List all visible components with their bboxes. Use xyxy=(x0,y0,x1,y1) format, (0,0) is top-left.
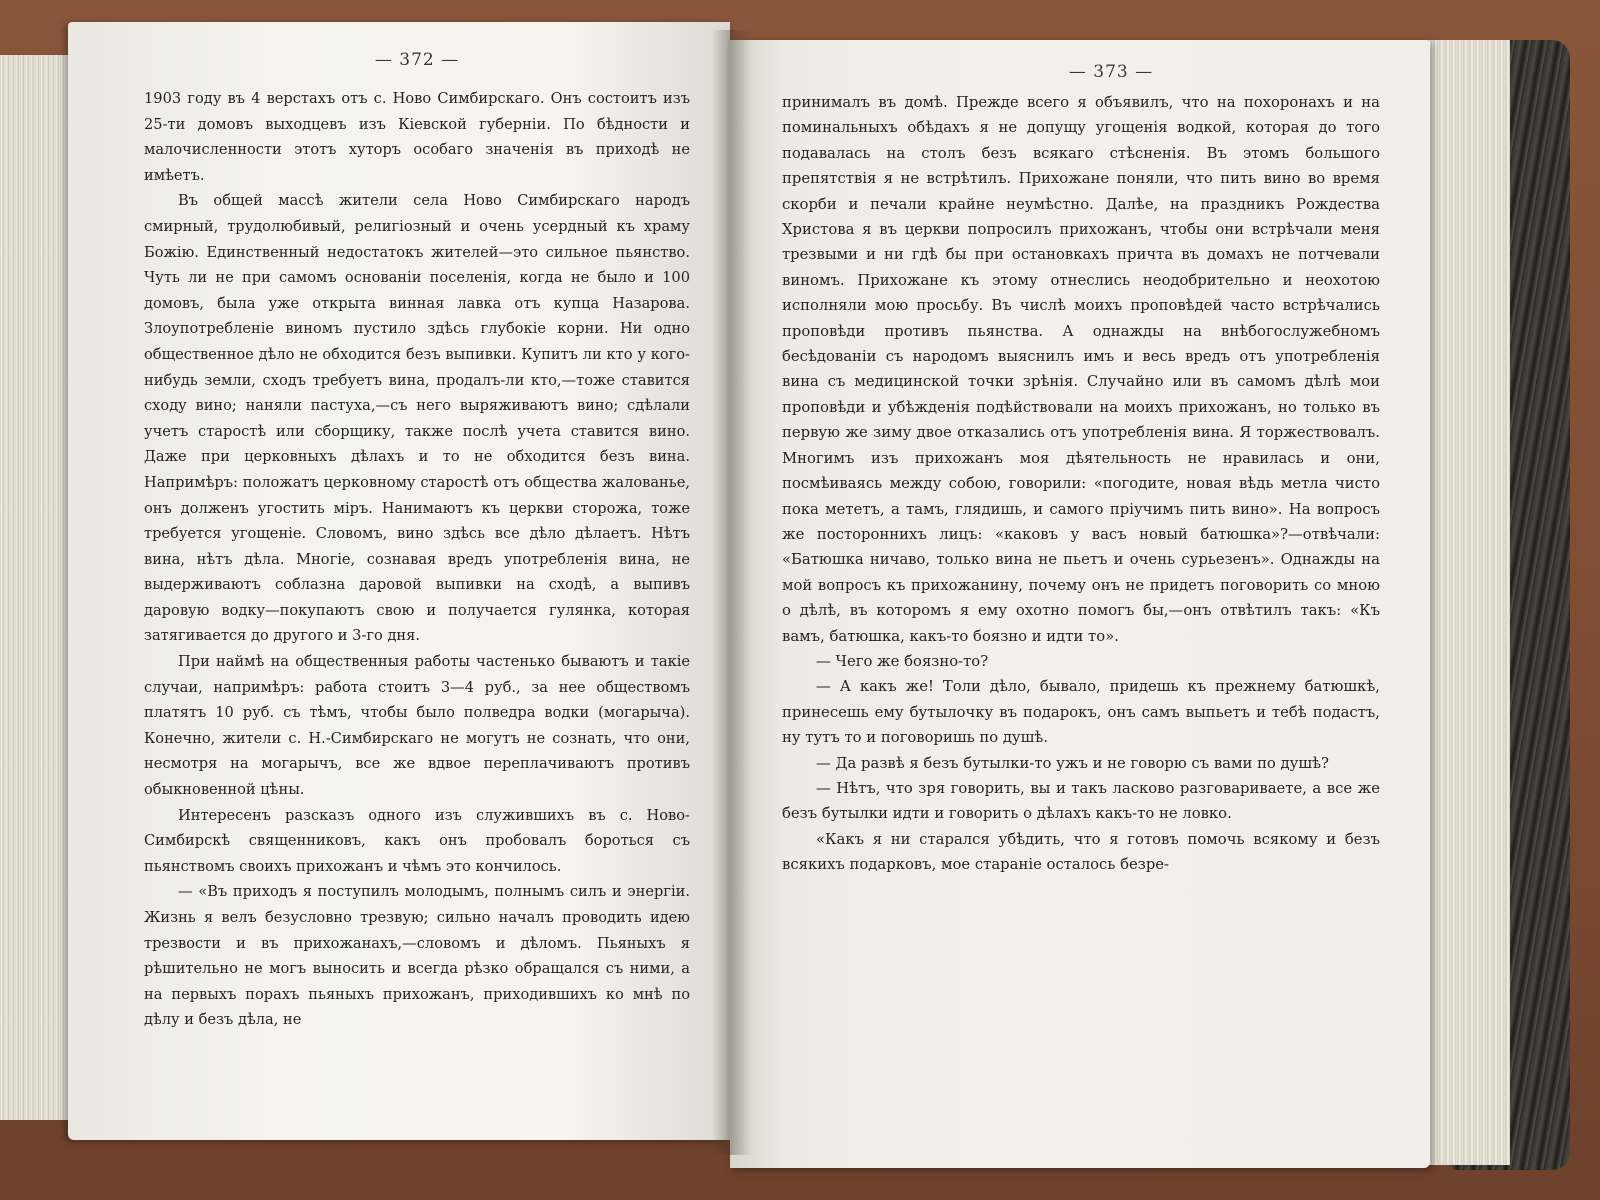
paragraph: — Нѣтъ, что зря говорить, вы и такъ ласково разговариваете, а все же безъ бутылки идти и говорить о дѣлахъ какъ-то не ловко. xyxy=(782,779,1380,823)
paragraph: принималъ въ домѣ. Прежде всего я объявилъ, что на похоронахъ и на поминальныхъ обѣдахъ я не допущу угощенія водкой, которая до того подавалась на столъ безъ всякаго стѣсненія. Въ этомъ большого препятствія я не встрѣтилъ. Прихожане поняли, что пить вино во время скорби и печали крайне неумѣстно. Далѣе, на праздникъ Рождества Христова я въ церкви попросилъ прихожанъ, чтобы они встрѣчали меня трезвыми и ни гдѣ бы при остановкахъ причта въ домахъ не потчевали виномъ. Прихожане къ этому отнеслись неодобрительно и неохотою исполняли мою просьбу. Въ числѣ моихъ проповѣдей часто встрѣчались проповѣди противъ пьянства. А однажды на внѣбогослужебномъ бесѣдованіи съ народомъ выяснилъ имъ и весь вредъ отъ употребленія вина съ медицинской точки зрѣнія. Случайно или въ самомъ дѣлѣ мои проповѣди и убѣжденія подѣйствовали на моихъ прихожанъ, но только въ первую же зиму двое отказались отъ употребленія вина. Я торжествовалъ. Многимъ изъ прихожанъ моя дѣятельность не нравилась и они, посмѣиваясь между собою, говорили: «погодите, новая вѣдь метла чисто пока мететъ, а тамъ, глядишь, и самого пріучимъ пить вино». На вопросъ же постороннихъ лицъ: «каковъ у васъ новый батюшка»?—отвѣчали: «Батюшка ничаво, только вина не пьетъ и очень сурьезенъ». Однажды на мой вопросъ къ прихожанину, почему онъ не придетъ поговорить со мною о дѣлѣ, въ которомъ я ему охотно помогъ бы,—онъ отвѣтилъ такъ: «Къ вамъ, батюшка, какъ-то боязно и идти то». xyxy=(782,94,1380,645)
right-page xyxy=(730,40,1430,1168)
paragraph: Въ общей массѣ жители села Ново Симбирскаго народъ смирный, трудолюбивый, религіозный и очень усердный къ храму Божію. Единственный недостатокъ жителей—это сильное пьянство. Чуть ли не при самомъ основаніи поселенія, когда не было и 100 домовъ, была уже открыта винная лавка отъ купца Назарова. Злоупотребленіе виномъ пустило здѣсь глубокіе корни. Ни одно общественное дѣло не обходится безъ выпивки. Купитъ ли кто у кого-нибудь земли, сходъ требуетъ вина, продалъ-ли кто,—тоже ставится сходу вино; наняли пастуха,—съ него выряживаютъ вино; сдѣлали учетъ старостѣ или сборщику, также послѣ учета ставится вино. Даже при церковныхъ дѣлахъ и то не обходится безъ вина. Напримѣръ: положатъ церковному старостѣ отъ общества жалованье, онъ долженъ угостить міръ. Нанимаютъ къ церкви сторожа, тоже требуется угощеніе. Словомъ, вино здѣсь все дѣло дѣлаетъ. Нѣтъ вина, нѣтъ дѣла. Многіе, сознавая вредъ употребленія вина, не выдерживаютъ соблазна даровой выпивки на сходѣ, а выпивъ даровую водку—покупаютъ свою и получается гулянка, которая затягивается до другого и 3-го дня. xyxy=(144,192,690,645)
paragraph: — «Въ приходъ я поступилъ молодымъ, полнымъ силъ и энергіи. Жизнь я велъ безусловно трезвую; сильно началъ проводить идею трезвости и въ прихожанахъ,—словомъ и дѣломъ. Пьяныхъ я рѣшительно не могъ выносить и всегда рѣзко обращался съ ними, а на первыхъ порахъ пьяныхъ прихожанъ, приходившихъ ко мнѣ по дѣлу и безъ дѣла, не xyxy=(144,883,690,1029)
page-number-left: — 372 — xyxy=(374,50,460,70)
right-page-block-edges xyxy=(1420,40,1510,1165)
page-number-right: — 373 — xyxy=(1068,62,1154,82)
paragraph: — Да развѣ я безъ бутылки-то ужъ и не говорю съ вами по душѣ? xyxy=(816,754,1329,772)
left-page xyxy=(68,22,730,1140)
right-page-text xyxy=(782,90,1380,878)
left-page-text xyxy=(144,86,690,1033)
paragraph: — А какъ же! Толи дѣло, бывало, придешь къ прежнему батюшкѣ, принесешь ему бутылочку въ подарокъ, онъ самъ выпьетъ и тебѣ подастъ, ну тутъ то и поговоришь по душѣ. xyxy=(782,678,1380,747)
paragraph: — Чего же боязно-то? xyxy=(816,652,989,670)
paragraph: 1903 году въ 4 верстахъ отъ с. Ново Симбирскаго. Онъ состоитъ изъ 25-ти домовъ выходцевъ изъ Кіевской губерніи. По бѣдности и малочисленности этотъ хуторъ особаго значенія въ приходѣ не имѣетъ. xyxy=(144,90,690,184)
paragraph: «Какъ я ни старался убѣдить, что я готовъ помочь всякому и безъ всякихъ подарковъ, мое стараніе осталось безре- xyxy=(782,830,1380,874)
paragraph: Интересенъ разсказъ одного изъ служившихъ въ с. Ново-Симбирскѣ священниковъ, какъ онъ пробовалъ бороться съ пьянствомъ своихъ прихожанъ и чѣмъ это кончилось. xyxy=(144,806,690,875)
paragraph: При наймѣ на общественныя работы частенько бываютъ и такіе случаи, напримѣръ: работа стоитъ 3—4 руб., за нее обществомъ платятъ 10 руб. съ тѣмъ, чтобы было полведра водки (могарыча). Конечно, жители с. Н.-Симбирскаго не могутъ не сознать, что они, несмотря на могарычъ, все же вдвое переплачиваютъ противъ обыкновенной цѣны. xyxy=(144,653,690,799)
